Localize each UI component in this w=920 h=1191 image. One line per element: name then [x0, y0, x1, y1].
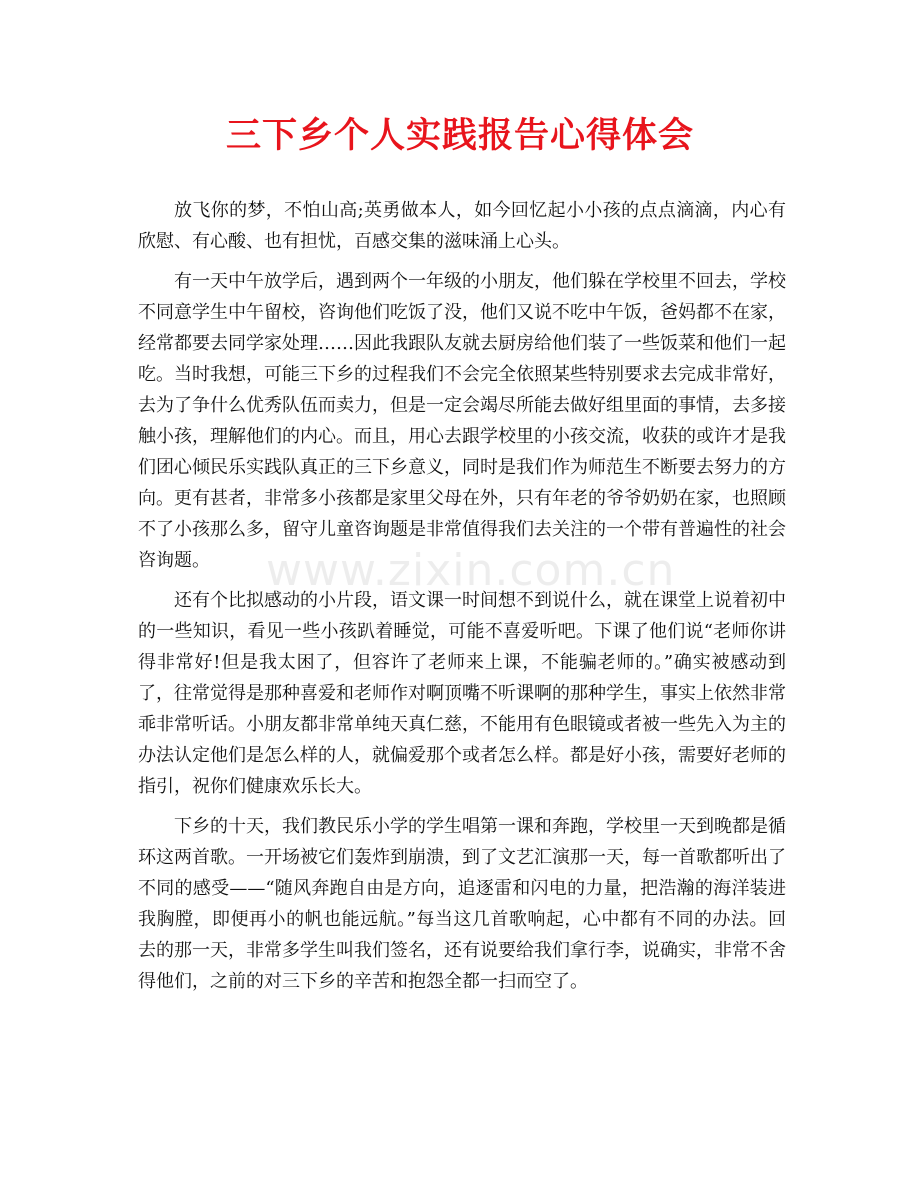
paragraph-4: 下乡的十天，我们教民乐小学的学生唱第一课和奔跑，学校里一天到晚都是循环这两首歌。一开场被它们轰炸到崩溃，到了文艺汇演那一天，每一首歌都听出了不同的感受——“随风奔跑自由是方向，追逐雷和闪电的力量，把浩瀚的海洋装进我胸膛，即便再小的帆也能远航。”每当这几首歌响起，心中都有不同的办法。回去的那一天，非常多学生叫我们签名，还有说要给我们拿行李，说确实，非常不舍得他们，之前的对三下乡的辛苦和抱怨全都一扫而空了。: [138, 816, 786, 992]
document-body: [138, 195, 786, 1006]
paragraph-3: 还有个比拟感动的小片段，语文课一时间想不到说什么，就在课堂上说着初中的一些知识，看见一些小孩趴着睡觉，可能不喜爱听吧。下课了他们说“老师你讲得非常好!但是我太困了，但容许了老师来上课，不能骗老师的。”确实被感动到了，往常觉得是那种喜爱和老师作对啊顶嘴不听课啊的那种学生，事实上依然非常乖非常听话。小朋友都非常单纯天真仁慈，不能用有色眼镜或者被一些先入为主的办法认定他们是怎么样的人，就偏爱那个或者怎么样。都是好小孩，需要好老师的指引，祝你们健康欢乐长大。: [138, 590, 786, 797]
document-title: 三下乡个人实践报告心得体会: [225, 115, 694, 156]
paragraph-1: 放飞你的梦，不怕山高;英勇做本人，如今回忆起小小孩的点点滴滴，内心有欣慰、有心酸、也有担忧，百感交集的滋味涌上心头。: [138, 200, 786, 252]
paragraph-2: 有一天中午放学后，遇到两个一年级的小朋友，他们躲在学校里不回去，学校不同意学生中午留校，咨询他们吃饭了没，他们又说不吃中午饭，爸妈都不在家，经常都要去同学家处理……因此我跟队友就去厨房给他们装了一些饭菜和他们一起吃。当时我想，可能三下乡的过程我们不会完全依照某些特别要求去完成非常好，去为了争什么优秀队伍而卖力，但是一定会竭尽所能去做好组里面的事情，去多接触小孩，理解他们的内心。而且，用心去跟学校里的小孩交流，收获的或许才是我们团心倾民乐实践队真正的三下乡意义，同时是我们作为师范生不断要去努力的方向。更有甚者，非常多小孩都是家里父母在外，只有年老的爷爷奶奶在家，也照顾不了小孩那么多，留守儿童咨询题是非常值得我们去关注的一个带有普遍性的社会咨询题。: [138, 271, 786, 571]
watermark-text: www.zixin.com.cn: [266, 545, 676, 596]
